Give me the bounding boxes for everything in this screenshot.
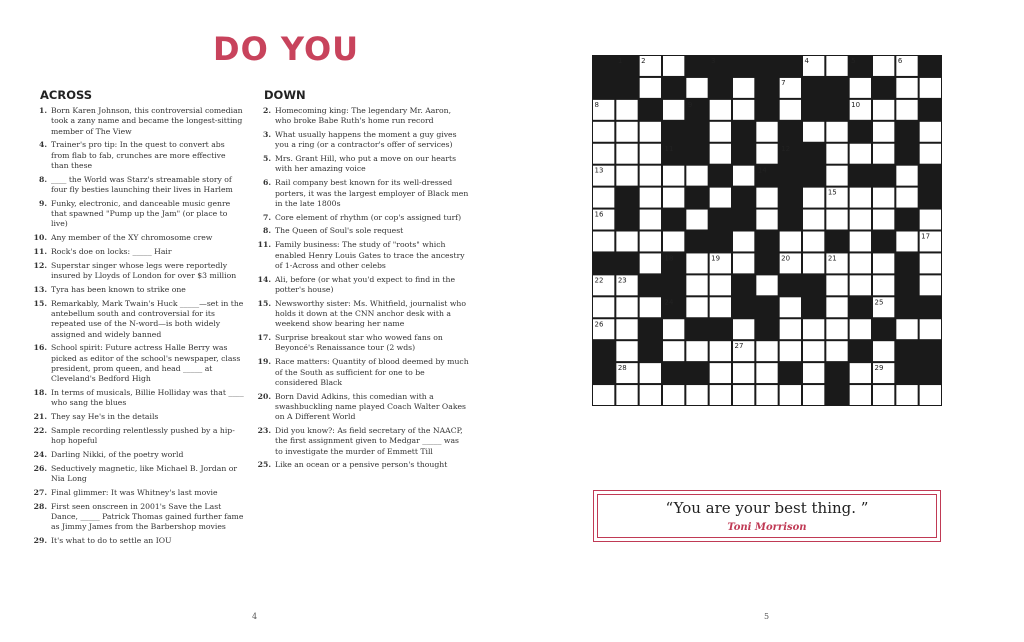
clue-text: What usually happens the moment a guy gives you a ring (or a contractor's offer of services): [275, 130, 457, 150]
grid-cell[interactable]: [663, 166, 684, 186]
clue-text: School spirit: Future actress Halle Berry was picked as editor of the school's newspaper, class president, prom queen, and head _____ at Cleveland's Bedford High: [51, 343, 241, 384]
clue-number: 23.: [257, 426, 271, 436]
grid-cell[interactable]: [663, 56, 684, 76]
grid-number: 23: [617, 276, 627, 285]
across-clue: [30, 488, 245, 498]
across-clue: [30, 285, 245, 295]
grid-cell[interactable]: [896, 78, 917, 98]
across-clue: [30, 106, 245, 137]
grid-number: 29: [874, 364, 884, 373]
grid-cell[interactable]: [850, 78, 871, 98]
clue-text: Core element of rhythm (or cop's assigned turf): [275, 212, 462, 222]
clue-text: The Queen of Soul's sole request: [275, 226, 404, 236]
grid-number: 10: [851, 100, 861, 109]
grid-cell[interactable]: [780, 319, 801, 339]
grid-cell[interactable]: [873, 341, 894, 361]
grid-cell[interactable]: [873, 56, 894, 76]
down-clue: [254, 213, 469, 223]
grid-cell[interactable]: [686, 210, 707, 230]
grid-number: 4: [804, 57, 809, 65]
grid-cell[interactable]: [663, 188, 684, 208]
clue-number: 17.: [257, 333, 271, 343]
crossword-grid[interactable]: [592, 55, 942, 406]
grid-cell[interactable]: [616, 319, 637, 339]
clue-text: Newsworthy sister: Ms. Whitfield, journalist who holds it down at the CNN anchor desk with a weekend show bearing her name: [275, 298, 466, 329]
grid-cell[interactable]: [826, 275, 847, 295]
clue-number: 16.: [33, 343, 47, 353]
grid-cell[interactable]: [896, 188, 917, 208]
grid-cell[interactable]: [826, 56, 847, 76]
clue-text: Homecoming king: The legendary Mr. Aaron, who broke Babe Ruth's home run record: [275, 106, 452, 126]
clue-number: 10.: [33, 233, 47, 243]
grid-cell[interactable]: [640, 210, 661, 230]
grid-cell[interactable]: [896, 100, 917, 120]
grid-cell[interactable]: [733, 232, 754, 252]
grid-cell[interactable]: [593, 297, 614, 317]
down-clue: [254, 460, 469, 470]
grid-number: 5: [851, 57, 856, 65]
grid-cell[interactable]: [920, 275, 941, 295]
grid-cell[interactable]: [640, 78, 661, 98]
clue-text: It's what to do to settle an IOU: [51, 536, 172, 546]
grid-number: 3: [711, 57, 716, 65]
grid-cell[interactable]: [640, 297, 661, 317]
clue-text: Like an ocean or a pensive person's thought: [275, 460, 448, 470]
grid-cell[interactable]: [640, 253, 661, 273]
grid-cell[interactable]: [616, 144, 637, 164]
grid-cell[interactable]: [616, 100, 637, 120]
grid-cell[interactable]: [640, 166, 661, 186]
clue-number: 7.: [262, 212, 271, 222]
grid-cell[interactable]: [686, 385, 707, 405]
across-heading: ACROSS: [40, 88, 93, 102]
grid-number: 27: [734, 342, 744, 351]
clue-text: Superstar singer whose legs were reportedly insured by Lloyds of London for over $3 million: [51, 260, 237, 281]
grid-number: 2: [641, 57, 646, 65]
grid-cell[interactable]: [896, 166, 917, 186]
grid-cell[interactable]: [803, 122, 824, 142]
grid-cell[interactable]: [593, 385, 614, 405]
down-clue: [254, 299, 469, 330]
across-clue: [30, 450, 245, 460]
across-clue: [30, 299, 245, 340]
grid-cell[interactable]: [640, 122, 661, 142]
across-clue: [30, 464, 245, 485]
grid-number: 26: [594, 320, 604, 329]
grid-number: 15: [827, 188, 837, 197]
across-clue: [30, 412, 245, 422]
grid-number: 9: [687, 100, 693, 109]
grid-cell[interactable]: [616, 385, 637, 405]
grid-cell[interactable]: [920, 319, 941, 339]
down-clue: [254, 154, 469, 175]
grid-cell[interactable]: [756, 385, 777, 405]
clue-number: 28.: [33, 501, 47, 511]
clue-number: 27.: [33, 488, 47, 497]
grid-number: 13: [594, 166, 604, 175]
quote-box: [593, 490, 941, 542]
grid-cell[interactable]: [920, 253, 941, 273]
across-clue: [30, 388, 245, 409]
grid-cell[interactable]: [826, 144, 847, 164]
across-clue: [30, 233, 245, 243]
grid-cell[interactable]: [593, 188, 614, 208]
across-clue: [30, 502, 245, 533]
grid-cell[interactable]: [686, 166, 707, 186]
clue-text: In terms of musicals, Billie Holliday was that ____ who sang the blues: [51, 388, 244, 408]
clue-text: Born Karen Johnson, this controversial comedian took a zany name and became the longest-sitting member of The View: [51, 106, 243, 136]
grid-cell[interactable]: [733, 78, 754, 98]
grid-number: 22: [594, 276, 604, 285]
grid-cell[interactable]: [640, 232, 661, 252]
across-clue: [30, 536, 245, 546]
clue-text: Any member of the XY chromosome crew: [51, 233, 213, 243]
across-clue-list: [30, 106, 245, 550]
clue-number: 9.: [38, 198, 47, 208]
grid-cell[interactable]: [686, 78, 707, 98]
down-clue: [254, 426, 469, 457]
grid-cell[interactable]: [826, 297, 847, 317]
quote-author: Toni Morrison: [727, 522, 807, 533]
grid-cell[interactable]: [710, 122, 731, 142]
grid-cell[interactable]: [803, 385, 824, 405]
grid-cell[interactable]: [710, 341, 731, 361]
grid-cell[interactable]: [710, 297, 731, 317]
grid-cell[interactable]: [710, 188, 731, 208]
clue-text: ____ the World was Starz's streamable story of four fly besties launching their lives in Harlem: [51, 174, 233, 195]
grid-cell[interactable]: [756, 144, 777, 164]
clue-number: 19.: [257, 357, 271, 367]
clue-number: 26.: [33, 463, 47, 473]
grid-number: 12: [781, 144, 791, 153]
grid-cell[interactable]: [850, 275, 871, 295]
grid-cell[interactable]: [920, 385, 941, 405]
clue-text: They say He's in the details: [51, 412, 159, 422]
down-clue: [254, 106, 469, 127]
down-clue: [254, 226, 469, 236]
grid-cell[interactable]: [826, 166, 847, 186]
grid-number: 6: [897, 57, 903, 65]
grid-cell[interactable]: [850, 188, 871, 208]
grid-cell[interactable]: [896, 319, 917, 339]
clue-number: 5.: [262, 154, 271, 164]
quote-text: “You are your best thing. ”: [665, 499, 869, 517]
clue-number: 8.: [38, 174, 47, 184]
grid-cell[interactable]: [616, 232, 637, 252]
grid-cell[interactable]: [873, 253, 894, 273]
grid-cell[interactable]: [616, 166, 637, 186]
clue-number: 12.: [33, 260, 47, 270]
grid-cell[interactable]: [873, 188, 894, 208]
grid-cell[interactable]: [663, 319, 684, 339]
clue-number: 24.: [33, 450, 47, 460]
grid-cell[interactable]: [803, 363, 824, 383]
clue-text: Final glimmer: It was Whitney's last movie: [51, 488, 218, 497]
clue-number: 3.: [262, 130, 271, 140]
grid-cell[interactable]: [873, 144, 894, 164]
grid-cell[interactable]: [686, 253, 707, 273]
grid-cell[interactable]: [873, 210, 894, 230]
grid-cell[interactable]: [803, 319, 824, 339]
clue-number: 8.: [262, 226, 271, 236]
grid-cell[interactable]: [663, 232, 684, 252]
grid-cell[interactable]: [593, 144, 614, 164]
grid-number: 1: [617, 57, 623, 65]
grid-cell[interactable]: [733, 166, 754, 186]
grid-cell[interactable]: [640, 363, 661, 383]
grid-cell[interactable]: [616, 122, 637, 142]
grid-number: 18: [664, 254, 674, 263]
grid-cell[interactable]: [826, 122, 847, 142]
clue-number: 2.: [262, 106, 271, 115]
grid-number: 28: [617, 364, 627, 373]
page-number-left: 4: [252, 612, 258, 621]
clue-number: 20.: [257, 391, 271, 401]
grid-cell[interactable]: [686, 297, 707, 317]
clue-number: 25.: [257, 460, 271, 470]
down-clue: [254, 178, 469, 209]
down-clue: [254, 333, 469, 354]
grid-cell[interactable]: [920, 78, 941, 98]
clue-number: 14.: [257, 274, 271, 284]
grid-cell[interactable]: [850, 210, 871, 230]
grid-cell[interactable]: [920, 210, 941, 230]
grid-number: 11: [664, 144, 674, 153]
clue-text: Ali, before (or what you'd expect to find in the potter's house): [275, 274, 456, 294]
grid-cell[interactable]: [616, 297, 637, 317]
grid-number: 16: [594, 210, 604, 219]
clue-number: 15.: [33, 298, 47, 308]
clue-text: First seen onscreen in 2001's Save the Last Dance, _____ Patrick Thomas gained further fame as Jimmy James from the Barbershop movies: [51, 501, 244, 532]
grid-cell[interactable]: [756, 275, 777, 295]
clue-number: 4.: [38, 140, 47, 150]
across-clue: [30, 261, 245, 282]
grid-number: 24: [664, 298, 674, 307]
grid-number: 21: [827, 254, 837, 263]
grid-cell[interactable]: [803, 341, 824, 361]
down-clue: [254, 357, 469, 388]
grid-cell[interactable]: [780, 297, 801, 317]
clue-number: 13.: [33, 284, 47, 294]
grid-cell[interactable]: [803, 210, 824, 230]
grid-cell[interactable]: [803, 232, 824, 252]
page-number-right: 5: [764, 612, 770, 621]
grid-number: 7: [781, 78, 786, 87]
grid-cell[interactable]: [850, 385, 871, 405]
grid-cell[interactable]: [873, 122, 894, 142]
across-clue: [30, 247, 245, 257]
clue-text: Rock's doe on locks: _____ Hair: [51, 247, 172, 257]
across-clue: [30, 199, 245, 230]
clue-number: 18.: [33, 388, 47, 398]
grid-cell[interactable]: [920, 122, 941, 142]
across-clue: [30, 140, 245, 171]
grid-cell[interactable]: [616, 341, 637, 361]
grid-cell[interactable]: [873, 100, 894, 120]
grid-cell[interactable]: [733, 100, 754, 120]
clue-text: Mrs. Grant Hill, who put a move on our hearts with her amazing voice: [275, 154, 457, 174]
clue-text: Funky, electronic, and danceable music genre that spawned "Pump up the Jam" (or place to live): [51, 198, 231, 229]
clue-text: Born David Adkins, this comedian with a swashbuckling name played Coach Walter Oakes on A Different World: [275, 391, 466, 422]
grid-cell[interactable]: [896, 232, 917, 252]
clue-number: 6.: [262, 178, 271, 188]
across-clue: [30, 175, 245, 196]
grid-cell[interactable]: [733, 319, 754, 339]
grid-cell[interactable]: [826, 210, 847, 230]
clue-number: 29.: [33, 536, 47, 546]
clue-text: Family business: The study of "roots" which enabled Henry Louis Gates to trace the ancestry of 1-Across and other celebs: [275, 240, 465, 270]
clue-number: 15.: [257, 298, 271, 308]
grid-cell[interactable]: [826, 341, 847, 361]
page-title: DO YOU: [213, 30, 360, 68]
clue-number: 22.: [33, 426, 47, 436]
clue-number: 11.: [33, 247, 47, 257]
grid-cell[interactable]: [663, 385, 684, 405]
clue-text: Race matters: Quantity of blood deemed by much of the South as sufficient for one to be considered Black: [275, 357, 469, 387]
clue-number: 1.: [38, 106, 47, 115]
grid-number: 19: [711, 254, 721, 263]
grid-cell[interactable]: [640, 144, 661, 164]
grid-cell[interactable]: [686, 341, 707, 361]
grid-number: 25: [874, 298, 884, 307]
grid-number: 17: [921, 232, 931, 241]
grid-cell[interactable]: [756, 188, 777, 208]
grid-cell[interactable]: [826, 319, 847, 339]
grid-cell[interactable]: [733, 363, 754, 383]
grid-cell[interactable]: [663, 341, 684, 361]
down-clue: [254, 275, 469, 296]
clue-number: 11.: [257, 240, 271, 250]
grid-cell[interactable]: [896, 385, 917, 405]
grid-cell[interactable]: [850, 144, 871, 164]
grid-cell[interactable]: [710, 144, 731, 164]
down-heading: DOWN: [264, 88, 306, 102]
grid-cell[interactable]: [710, 385, 731, 405]
clue-text: Tyra has been known to strike one: [51, 284, 186, 294]
grid-cell[interactable]: [640, 385, 661, 405]
grid-cell[interactable]: [756, 210, 777, 230]
clue-text: Sample recording relentlessly pushed by a hip-hop hopeful: [51, 426, 235, 446]
grid-number: 8: [594, 100, 599, 109]
grid-cell[interactable]: [756, 363, 777, 383]
grid-cell[interactable]: [756, 122, 777, 142]
grid-cell[interactable]: [756, 341, 777, 361]
grid-cell[interactable]: [780, 232, 801, 252]
grid-cell[interactable]: [850, 232, 871, 252]
grid-cell[interactable]: [850, 319, 871, 339]
grid-cell[interactable]: [733, 385, 754, 405]
grid-cell[interactable]: [710, 275, 731, 295]
across-clue: [30, 426, 245, 447]
grid-cell[interactable]: [920, 144, 941, 164]
grid-cell[interactable]: [850, 363, 871, 383]
grid-cell[interactable]: [873, 275, 894, 295]
clue-text: Surprise breakout star who wowed fans on Beyoncé's Renaissance tour (2 wds): [275, 333, 443, 353]
clue-number: 21.: [33, 412, 47, 422]
clue-text: Did you know?: As field secretary of the NAACP, the first assignment given to Medgar _____ was to investigate the murder of Emmett Till: [275, 426, 463, 456]
grid-number: 14: [757, 166, 767, 175]
down-clue: [254, 240, 469, 271]
clue-text: Rail company best known for its well-dressed porters, it was the largest employer of Black men in the late 1800s: [275, 178, 469, 208]
grid-cell[interactable]: [640, 188, 661, 208]
grid-cell[interactable]: [803, 253, 824, 273]
grid-cell[interactable]: [593, 122, 614, 142]
grid-cell[interactable]: [803, 188, 824, 208]
across-clue: [30, 343, 245, 384]
grid-cell[interactable]: [710, 100, 731, 120]
clue-text: Remarkably, Mark Twain's Huck _____—set in the antebellum south and controversial for its repeated use of the N-word—is both widely assigned and widely banned: [51, 298, 244, 339]
clue-text: Trainer's pro tip: In the quest to convert abs from flab to fab, crunches are more effective than these: [51, 140, 226, 170]
down-clue-list: [254, 106, 469, 474]
down-clue: [254, 130, 469, 151]
clue-text: Darling Nikki, of the poetry world: [51, 450, 184, 460]
grid-number: 20: [781, 254, 791, 263]
grid-cell[interactable]: [780, 100, 801, 120]
grid-cell[interactable]: [873, 385, 894, 405]
grid-cell[interactable]: [593, 232, 614, 252]
grid-cell[interactable]: [733, 253, 754, 273]
grid-cell[interactable]: [686, 275, 707, 295]
grid-cell[interactable]: [663, 100, 684, 120]
grid-cell[interactable]: [780, 341, 801, 361]
clue-text: Seductively magnetic, like Michael B. Jordan or Nia Long: [51, 463, 238, 484]
grid-cell[interactable]: [780, 385, 801, 405]
grid-cell[interactable]: [850, 253, 871, 273]
grid-cell[interactable]: [710, 363, 731, 383]
down-clue: [254, 392, 469, 423]
